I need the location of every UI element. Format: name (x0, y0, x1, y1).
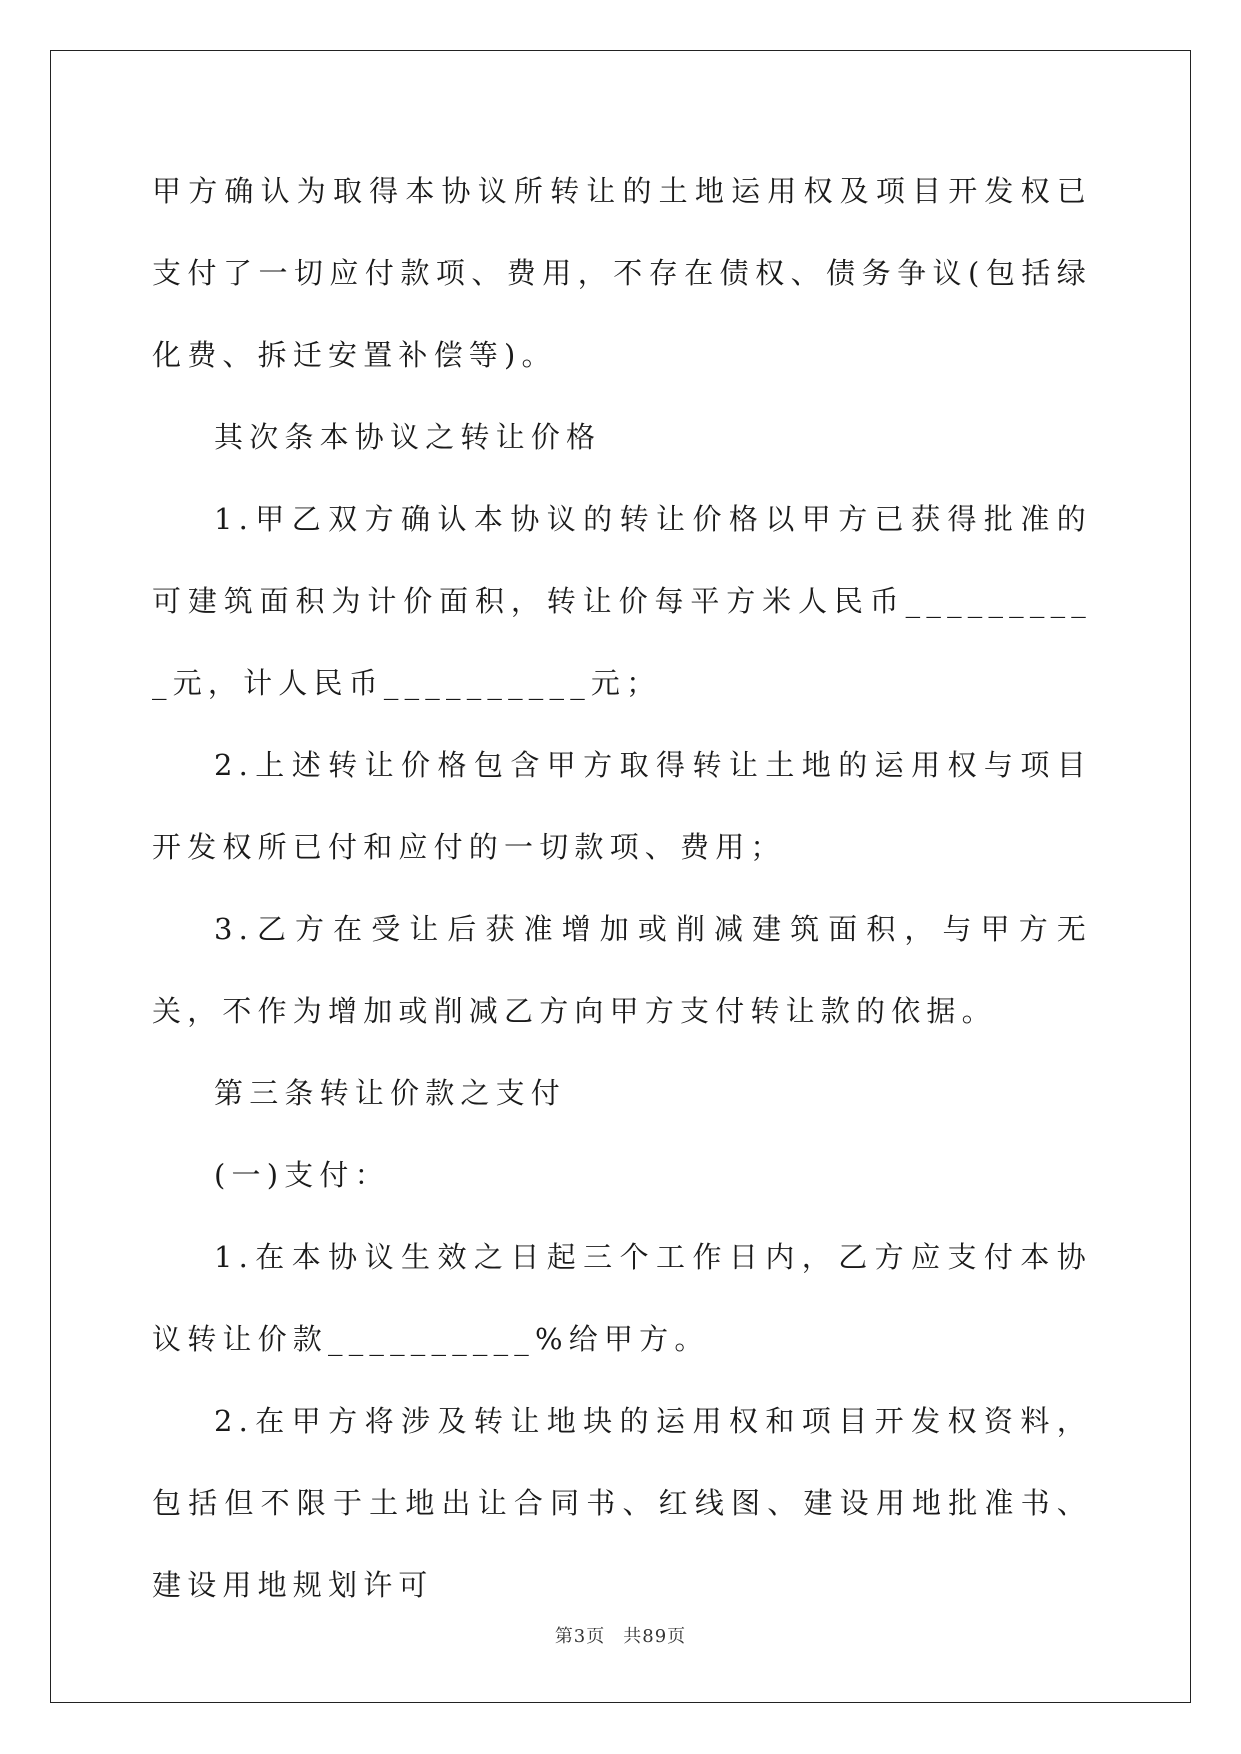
section-heading: 第三条转让价款之支付 (214, 1076, 567, 1110)
page-total: 共89页 (623, 1626, 687, 1647)
paragraph: 甲方确认为取得本协议所转让的土地运用权及项目开发权已支付了一切应付款项、费用，不存在债权、债务争议(包括绿化费、拆迁安置补偿等)。 (152, 174, 1092, 372)
paragraph: 3.乙方在受让后获准增加或削减建筑面积，与甲方无关，不作为增加或削减乙方向甲方支付转让款的依据。 (152, 912, 1092, 1028)
paragraph: 2.上述转让价格包含甲方取得转让土地的运用权与项目开发权所已付和应付的一切款项、费用； (152, 748, 1092, 864)
page-footer (0, 1622, 1241, 1648)
document-body (152, 150, 1092, 1626)
paragraph: 1.在本协议生效之日起三个工作日内，乙方应支付本协议转让价款__________%给甲方。 (152, 1240, 1092, 1356)
section-heading: 其次条本协议之转让价格 (214, 420, 602, 454)
paragraph: 1.甲乙双方确认本协议的转让价格以甲方已获得批准的可建筑面积为计价面积，转让价每平方米人民币__________元，计人民币__________元； (152, 502, 1092, 700)
paragraph: 2.在甲方将涉及转让地块的运用权和项目开发权资料，包括但不限于土地出让合同书、红线图、建设用地批准书、建设用地规划许可 (152, 1404, 1092, 1602)
page-number: 第3页 (554, 1626, 606, 1647)
subsection-heading: (一)支付： (214, 1158, 390, 1192)
